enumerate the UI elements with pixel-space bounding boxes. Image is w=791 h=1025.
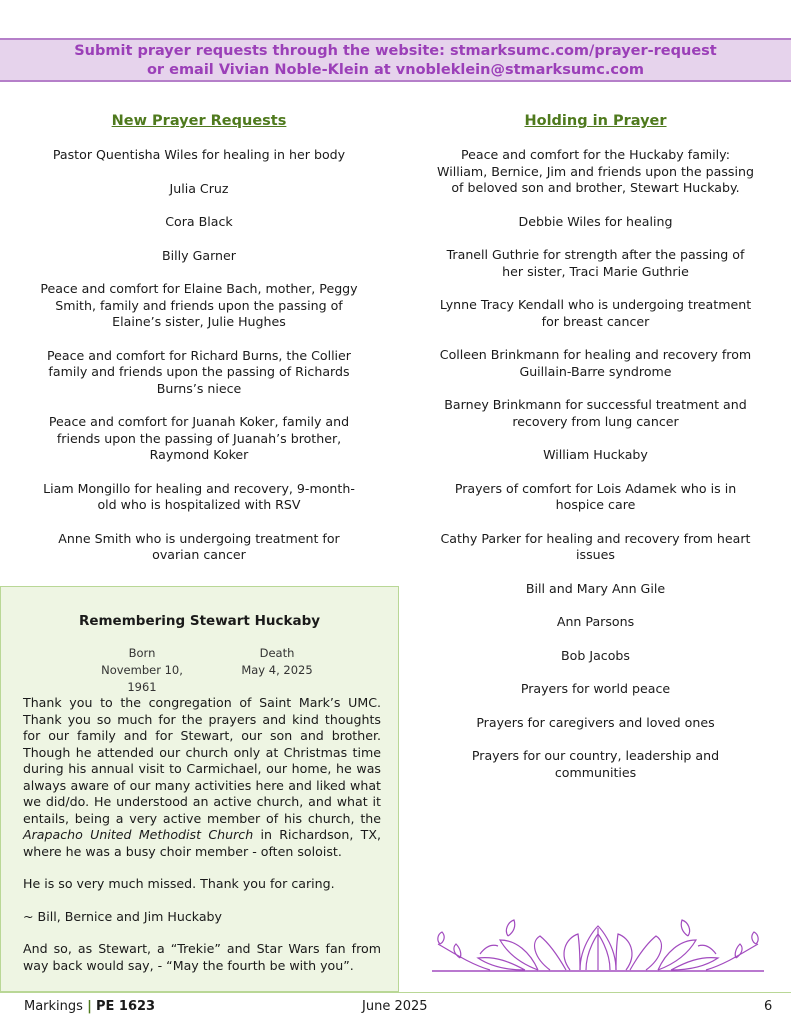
holding-item: Prayers of comfort for Lois Adamek who is in hospice care bbox=[454, 480, 737, 512]
holding-item: Prayers for our country, leadership and communities bbox=[471, 748, 720, 780]
message-text: in Richardson, TX, where he was a busy choir member - often soloist. bbox=[23, 827, 381, 859]
death-date: May 4, 2025 bbox=[241, 663, 313, 677]
holding-item: Prayers for world peace bbox=[520, 681, 671, 696]
issue-number: PE 1623 bbox=[95, 999, 156, 1014]
holding-item: Bill and Mary Ann Gile bbox=[525, 580, 666, 596]
holding-item: Lynne Tracy Kendall who is undergoing treatment for breast cancer bbox=[439, 297, 752, 329]
page-number: 6 bbox=[764, 999, 773, 1014]
message-paragraph: And so, as Stewart, a “Trekie” and Star Wars fan from way back would say, - “May the fourth be with you”. bbox=[23, 941, 381, 973]
new-request-item: Pastor Quentisha Wiles for healing in her body bbox=[52, 147, 346, 162]
message-text: Thank you to the congregation of Saint Mark’s UMC. Thank you so much for the prayers and kind thoughts for our family and for Stewart, our son and brother. Though he attended our church only at Christmas time during his annual visit to Carmichael, our home, he was always aware of our many activities here and liked what we did/do. He understood an active church, and what it entails, being a very active member of his church, the bbox=[23, 695, 381, 826]
holding-item: Colleen Brinkmann for healing and recovery from Guillain-Barre syndrome bbox=[439, 347, 752, 379]
remembering-title: Remembering Stewart Huckaby bbox=[78, 613, 321, 629]
new-request-item: Peace and comfort for Richard Burns, the Collier family and friends upon the passing of Richards Burns’s niece bbox=[46, 347, 351, 396]
footer-separator: | bbox=[87, 999, 92, 1014]
footer-date: June 2025 bbox=[362, 999, 428, 1014]
holding-item: Debbie Wiles for healing bbox=[518, 213, 673, 229]
new-prayer-requests-column bbox=[0, 112, 398, 581]
message-paragraph bbox=[23, 695, 381, 860]
new-prayer-requests-heading: New Prayer Requests bbox=[111, 113, 287, 129]
remembering-message bbox=[23, 695, 381, 990]
holding-item: Cathy Parker for healing and recovery from heart issues bbox=[440, 530, 751, 562]
born-label: Born bbox=[128, 646, 156, 660]
holding-item: Ann Parsons bbox=[556, 614, 635, 629]
new-request-item: Peace and comfort for Juanah Koker, family and friends upon the passing of Juanah’s brother, Raymond Koker bbox=[48, 414, 350, 462]
holding-item: Bob Jacobs bbox=[561, 647, 630, 663]
death-label: Death bbox=[259, 646, 295, 660]
church-name: Arapacho United Methodist Church bbox=[23, 827, 254, 842]
death-block bbox=[231, 645, 323, 679]
publication-name: Markings bbox=[24, 999, 83, 1014]
signature-line: ~ Bill, Bernice and Jim Huckaby bbox=[23, 908, 222, 924]
born-date: November 10, 1961 bbox=[101, 663, 183, 694]
holding-item: Peace and comfort for the Huckaby family: William, Bernice, Jim and friends upon the passing of beloved son and brother, Stewart Huckaby. bbox=[437, 147, 754, 195]
prayer-submission-banner bbox=[0, 38, 791, 82]
banner-line-1: Submit prayer requests through the website: stmarksumc.com/prayer-request bbox=[74, 43, 717, 59]
floral-divider-icon bbox=[430, 914, 766, 978]
holding-in-prayer-heading: Holding in Prayer bbox=[524, 113, 667, 129]
new-request-item: Julia Cruz bbox=[169, 180, 229, 196]
new-request-item: Peace and comfort for Elaine Bach, mother, Peggy Smith, family and friends upon the passing of Elaine’s sister, Julie Hughes bbox=[40, 281, 358, 329]
new-request-item: Anne Smith who is undergoing treatment for ovarian cancer bbox=[58, 530, 340, 562]
message-paragraph: He is so very much missed. Thank you for caring. bbox=[23, 876, 335, 891]
holding-item: Barney Brinkmann for successful treatment and recovery from lung cancer bbox=[444, 397, 747, 429]
born-block bbox=[87, 645, 197, 696]
holding-in-prayer-column bbox=[400, 112, 791, 798]
footer-publication bbox=[24, 999, 155, 1014]
holding-item: Tranell Guthrie for strength after the passing of her sister, Traci Marie Guthrie bbox=[446, 247, 745, 279]
page-footer bbox=[0, 992, 791, 1025]
holding-item: William Huckaby bbox=[543, 447, 648, 462]
new-request-item: Billy Garner bbox=[162, 247, 236, 263]
new-request-item: Liam Mongillo for healing and recovery, 9-month-old who is hospitalized with RSV bbox=[43, 480, 355, 512]
holding-item: Prayers for caregivers and loved ones bbox=[476, 714, 715, 730]
remembering-box bbox=[0, 586, 399, 992]
new-request-item: Cora Black bbox=[165, 214, 233, 229]
banner-line-2: or email Vivian Noble-Klein at vnobleklein@stmarksumc.com bbox=[146, 62, 645, 78]
